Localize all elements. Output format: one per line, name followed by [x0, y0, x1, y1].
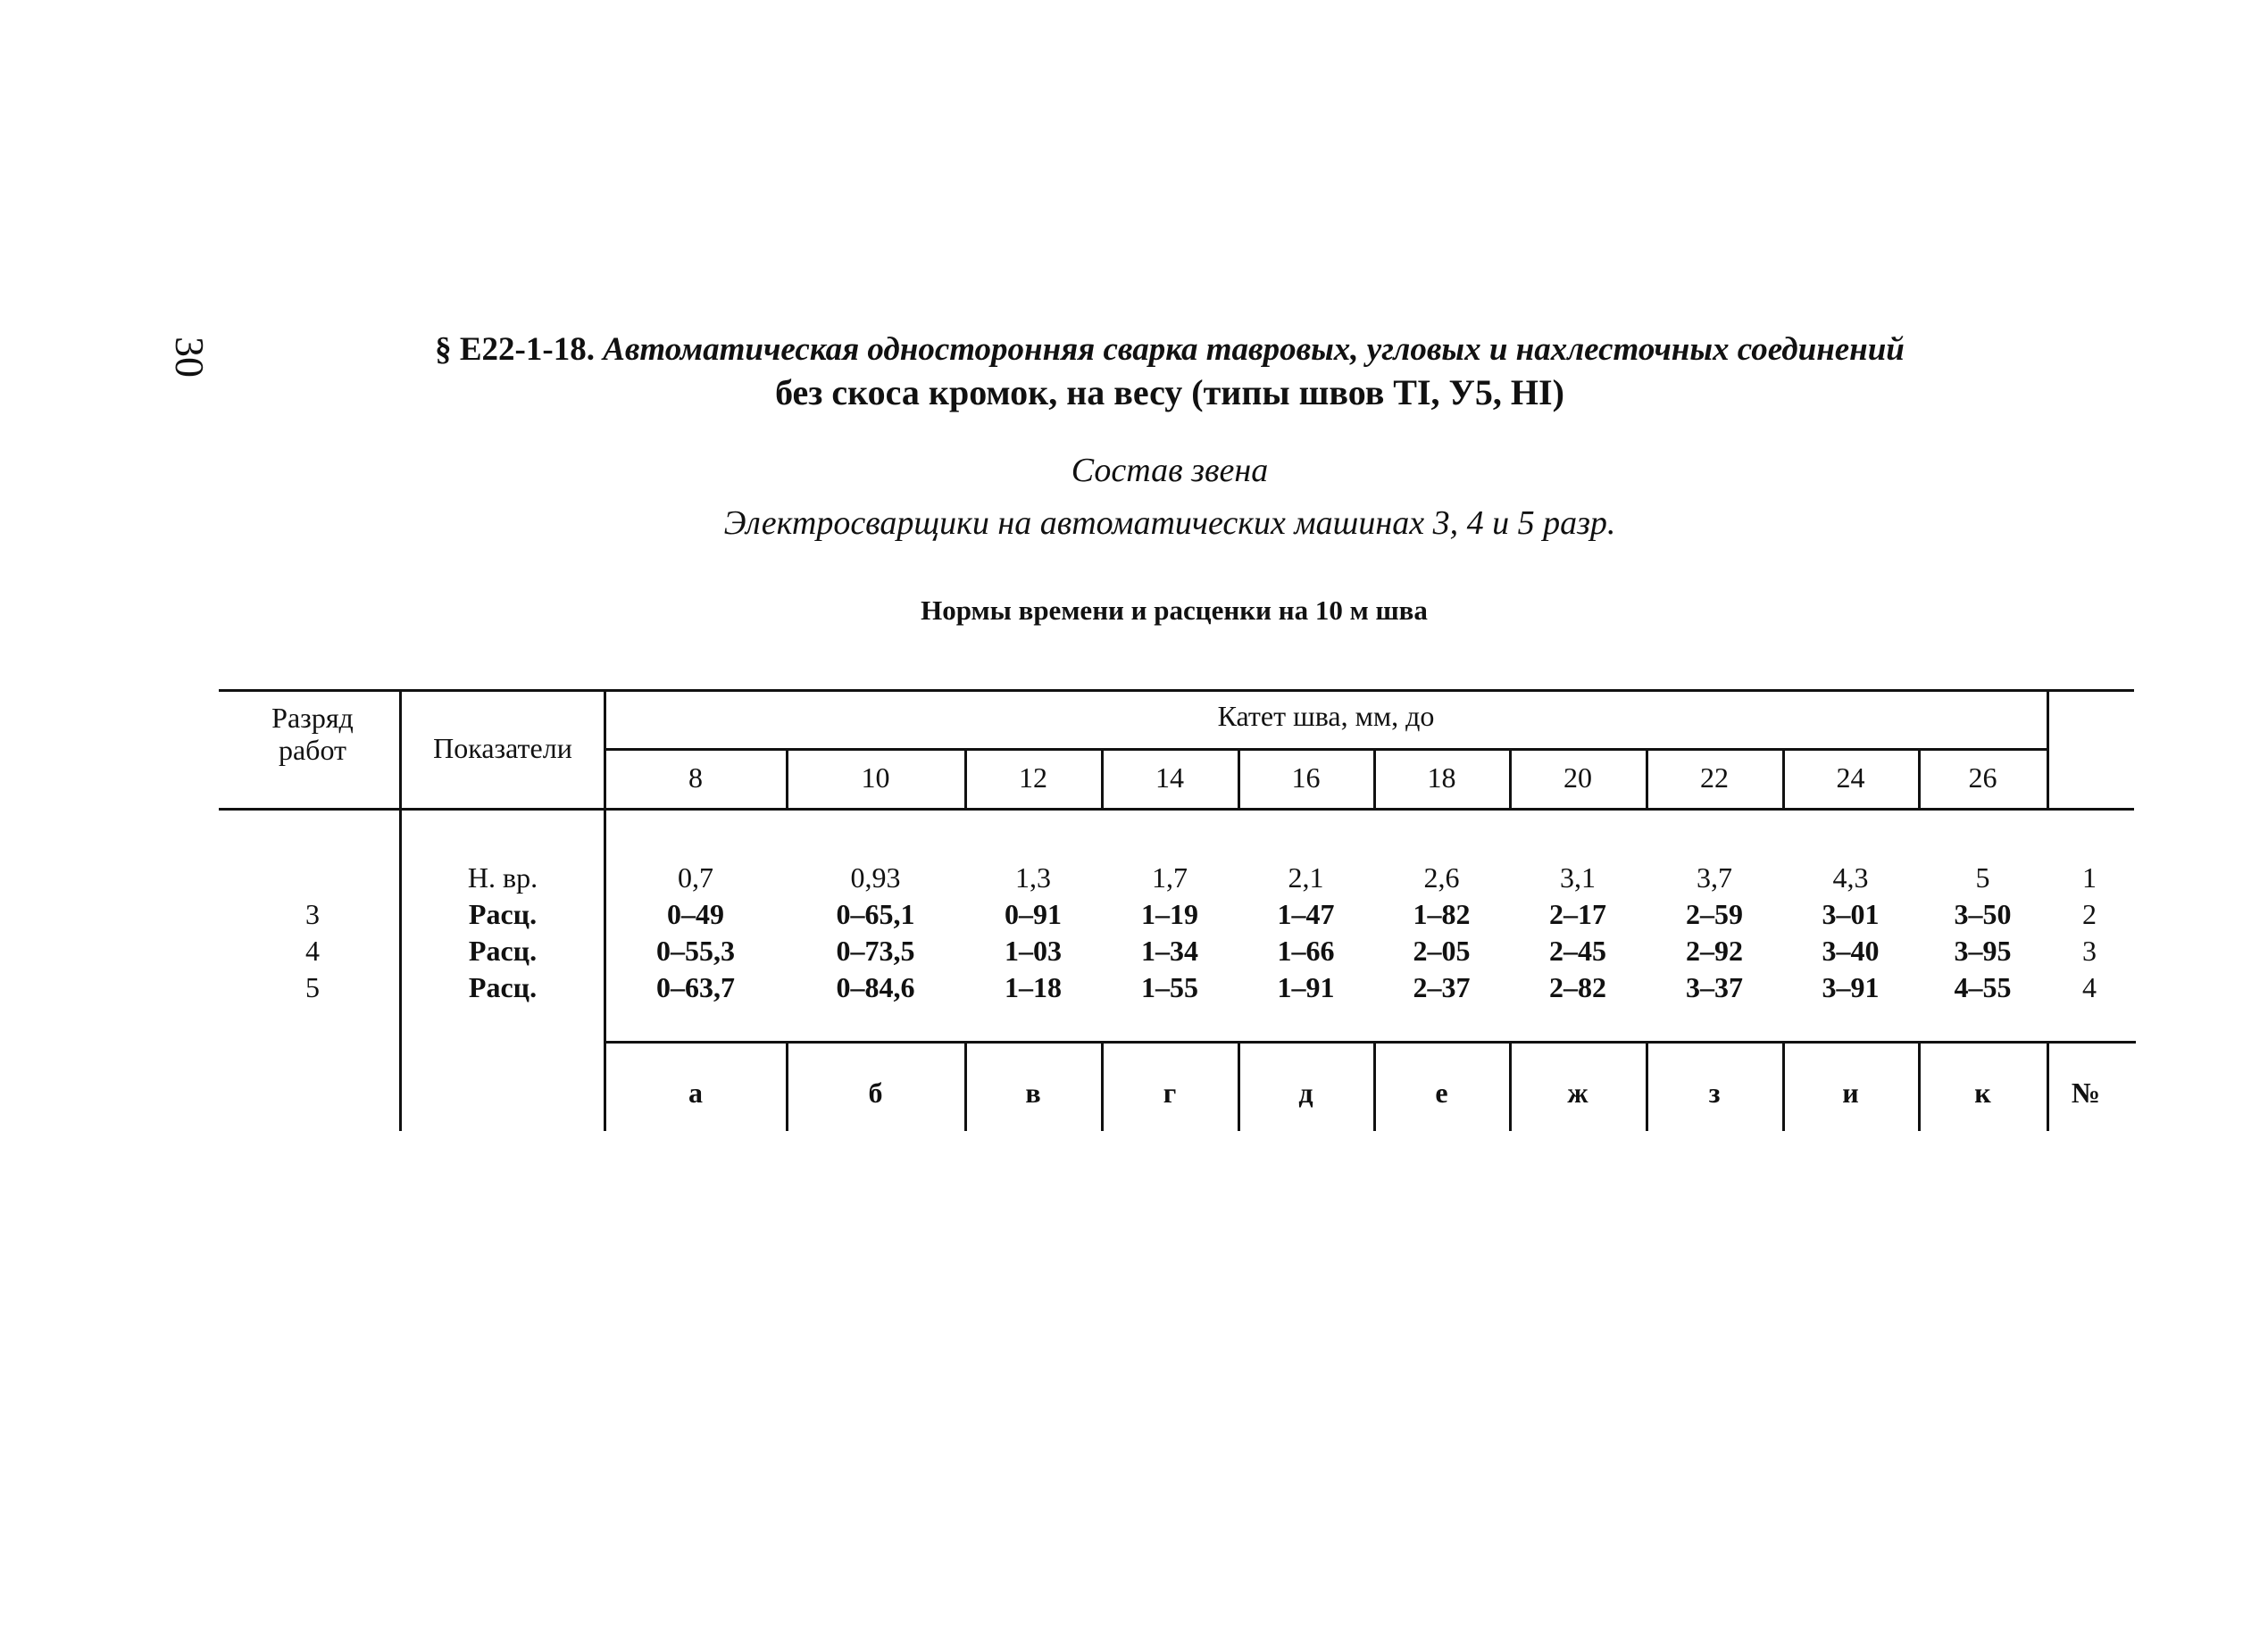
column-letter: в: [1025, 1077, 1041, 1109]
table-cell-value: 0–63,7: [656, 971, 735, 1003]
table-cell-value: 2,1: [1288, 861, 1324, 894]
table-cell-value: 4,3: [1832, 861, 1869, 894]
table-cell-value: 1–47: [1277, 898, 1335, 930]
table-rule-header-bottom: [219, 808, 2134, 811]
column-letter: б: [868, 1077, 883, 1109]
table-cell-value: 1–82: [1413, 898, 1471, 930]
table-cell-indicator: Н. вр.: [467, 861, 538, 894]
column-letter: д: [1298, 1077, 1313, 1109]
section-title-line-2: без скоса кромок, на весу (типы швов ТI, У5, НI): [775, 372, 1564, 412]
header-size: 22: [1700, 761, 1729, 794]
table-cell-value: 1,3: [1015, 861, 1051, 894]
composition-text: Электросварщики на автоматических машинах 3, 4 и 5 разр.: [723, 504, 1616, 542]
table-col-divider: [2047, 689, 2049, 808]
table-cell-value: 4–55: [1954, 971, 2012, 1003]
table-cell-grade: 4: [305, 935, 320, 967]
table-cell-row-number: 2: [2082, 898, 2097, 930]
section-title-line-1: [0, 330, 2268, 369]
table-cell-value: 1–19: [1141, 898, 1198, 930]
table-cell-value: 2–17: [1549, 898, 1606, 930]
column-letter: з: [1708, 1077, 1721, 1109]
table-cell-value: 3,1: [1560, 861, 1596, 894]
table-cell-value: 0–55,3: [656, 935, 735, 967]
table-cell-value: 2–45: [1549, 935, 1606, 967]
column-letter: и: [1842, 1077, 1859, 1109]
table-cell-value: 3–95: [1954, 935, 2012, 967]
table-cell-value: 2–82: [1549, 971, 1606, 1003]
header-size: 12: [1019, 761, 1047, 794]
table-rule-letters: [605, 1041, 2136, 1044]
table-cell-value: 3–01: [1822, 898, 1880, 930]
column-letter: е: [1435, 1077, 1448, 1109]
header-size: 20: [1563, 761, 1592, 794]
header-indicators: Показатели: [433, 732, 572, 764]
table-cell-value: 1–18: [1005, 971, 1062, 1003]
table-cell-row-number: 3: [2082, 935, 2097, 967]
header-size: 14: [1155, 761, 1184, 794]
table-cell-indicator: Расц.: [468, 935, 538, 967]
table-rule-subheader: [605, 748, 2047, 751]
table-cell-value: 1–34: [1141, 935, 1198, 967]
header-size: 24: [1836, 761, 1865, 794]
table-rule-top: [219, 689, 2134, 692]
header-size: 10: [861, 761, 890, 794]
table-cell-indicator: Расц.: [468, 971, 538, 1003]
table-cell-value: 3–37: [1686, 971, 1743, 1003]
table-cell-value: 1–55: [1141, 971, 1198, 1003]
table-cell-value: 0–84,6: [836, 971, 915, 1003]
table-cell-value: 1–03: [1005, 935, 1062, 967]
column-letter: а: [688, 1077, 703, 1109]
table-cell-value: 0–91: [1005, 898, 1062, 930]
table-cell-row-number: 4: [2082, 971, 2097, 1003]
table-cell-value: 1–91: [1277, 971, 1335, 1003]
table-cell-value: 1,7: [1152, 861, 1188, 894]
header-size: 8: [688, 761, 703, 794]
page-number: 30: [167, 337, 213, 378]
table-cell-grade: 3: [305, 898, 320, 930]
header-size: 26: [1968, 761, 1997, 794]
header-group: Катет шва, мм, до: [1217, 700, 1435, 732]
table-cell-value: 0,7: [678, 861, 713, 894]
table-cell-grade: 5: [305, 971, 320, 1003]
table-cell-value: 2–37: [1413, 971, 1471, 1003]
column-letter: к: [1974, 1077, 1991, 1109]
table-cell-value: 0–49: [667, 898, 724, 930]
table-cell-value: 2–59: [1686, 898, 1743, 930]
table-cell-value: 5: [1975, 861, 1990, 894]
table-cell-value: 2–92: [1686, 935, 1743, 967]
table-cell-value: 0–73,5: [836, 935, 915, 967]
table-cell-value: 0–65,1: [836, 898, 915, 930]
header-grade: Разряд работ: [271, 702, 354, 766]
table-cell-value: 2–05: [1413, 935, 1471, 967]
table-cell-value: 1–66: [1277, 935, 1335, 967]
table-cell-value: 2,6: [1423, 861, 1460, 894]
column-letter: ж: [1567, 1077, 1588, 1109]
table-cell-value: 0,93: [850, 861, 901, 894]
table-cell-indicator: Расц.: [468, 898, 538, 930]
table-col-divider: [2047, 1041, 2049, 1131]
header-size: 16: [1291, 761, 1321, 794]
row-number-label: №: [2071, 1077, 2101, 1109]
section-title-text: Автоматическая односторонняя сварка тавровых, угловых и нахлесточных соединений: [603, 331, 1905, 368]
table-cell-row-number: 1: [2082, 861, 2097, 894]
header-size: 18: [1427, 761, 1456, 794]
table-cell-value: 3–91: [1822, 971, 1880, 1003]
section-number: § Е22-1-18.: [435, 331, 595, 368]
table-cell-value: 3,7: [1697, 861, 1732, 894]
composition-heading: Состав звена: [1071, 452, 1269, 489]
table-cell-value: 3–50: [1954, 898, 2012, 930]
table-cell-value: 3–40: [1822, 935, 1880, 967]
column-letter: г: [1163, 1077, 1177, 1109]
table-caption: Нормы времени и расценки на 10 м шва: [921, 595, 1428, 626]
